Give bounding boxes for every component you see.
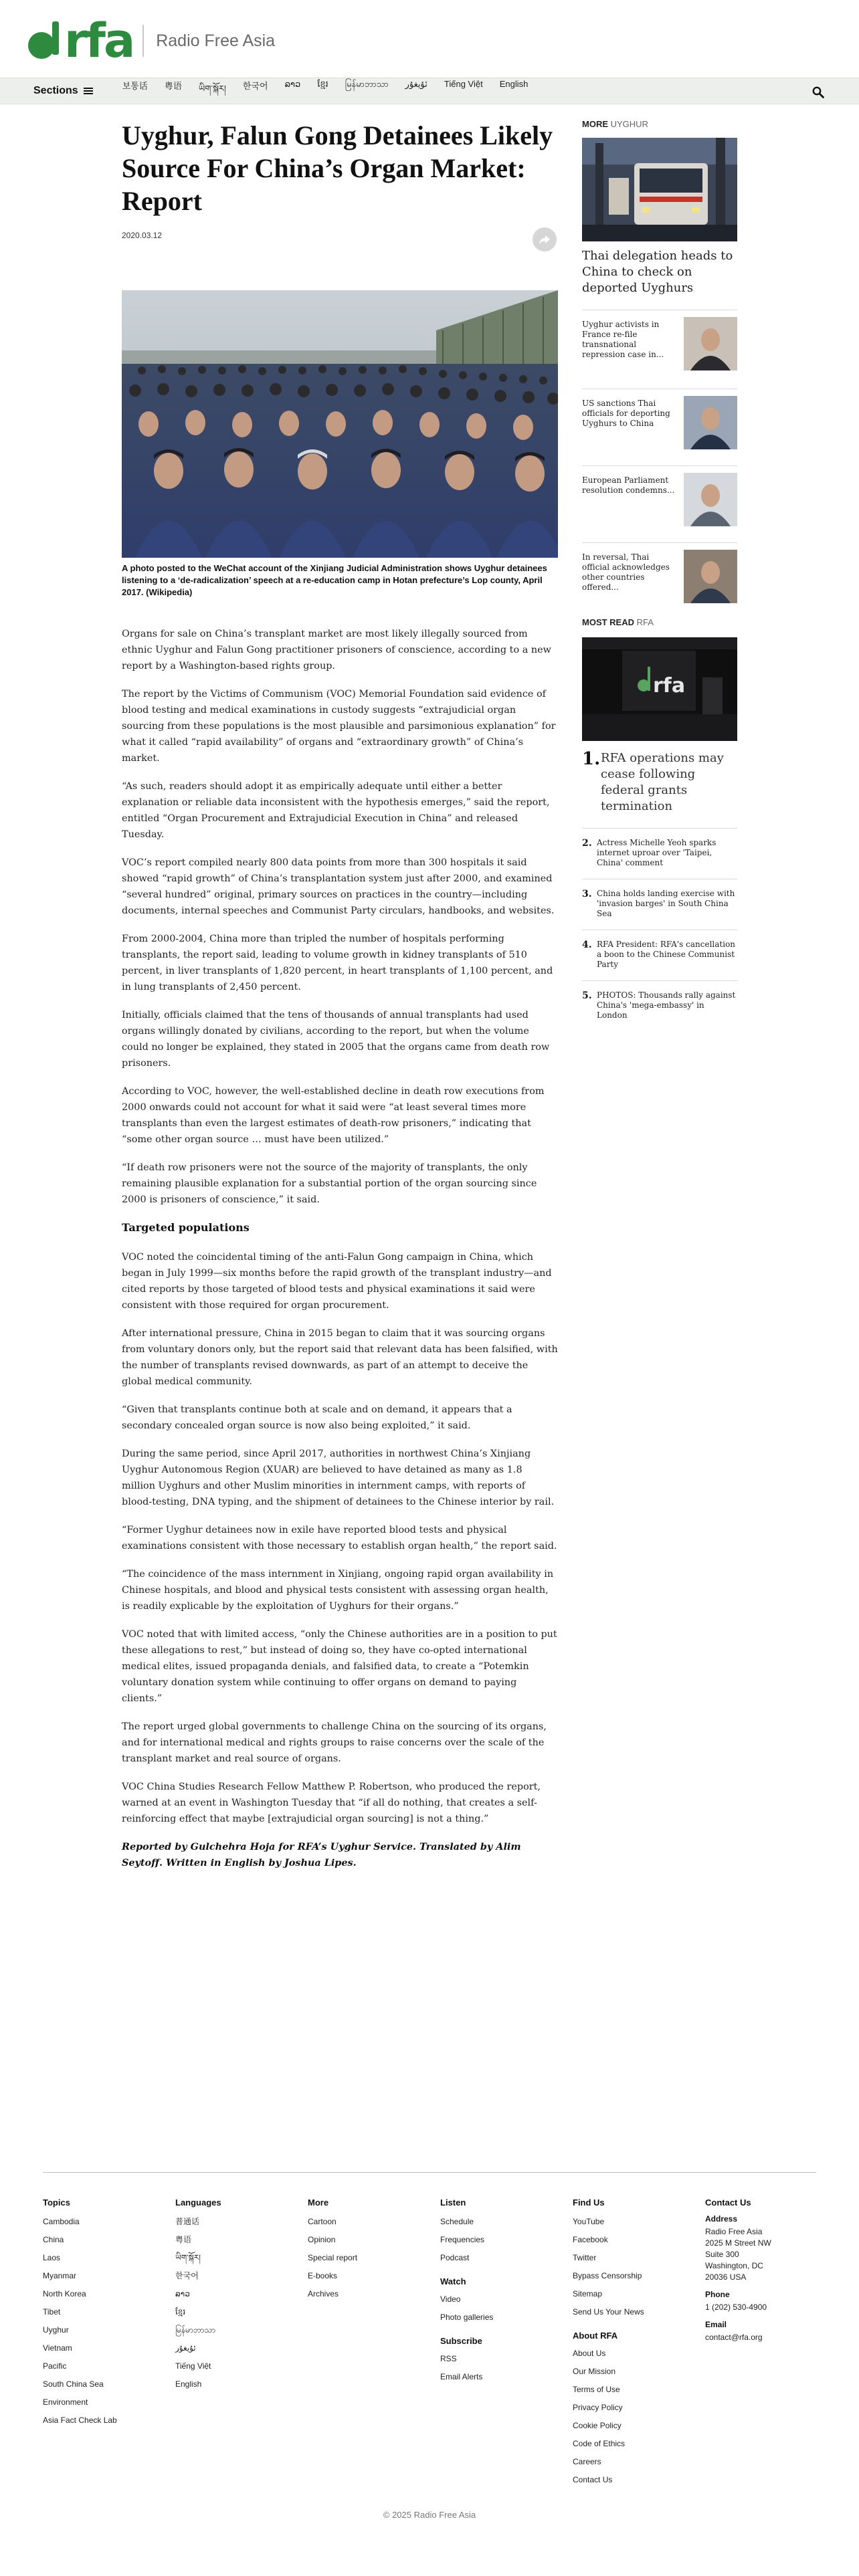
nav-language-link[interactable]: 한국어 [242, 80, 268, 91]
article-credit: Reported by Gulchehra Hoja for RFA’s Uyghur Service. Translated by Alim Seytoff. Written in English by Joshua Lipes. [122, 1841, 521, 1868]
article-paragraph: “Given that transplants continue both at scale and on demand, it appears that a secondary concealed organ source is now also being exploited,” it said. [122, 1404, 512, 1431]
article-paragraph: VOC’s report compiled nearly 800 data points from more than 300 hospitals it said showed “rapid growth” of China’s transplantation system just after 2000, and examined “several hundred” original, primary sources on practices in the country—including documents, internal speeches and Communist Party circulars, handbooks, and websites. [122, 857, 555, 916]
most-read-title: RFA President: RFA's cancellation a boon to the Chinese Communist Party [597, 940, 736, 969]
footer-link[interactable]: Careers [573, 2457, 601, 2466]
footer-link[interactable]: Environment [43, 2397, 88, 2407]
article-paragraph: VOC noted the coincidental timing of the anti-Falun Gong campaign in China, which began in July 1999—six months before the rapid growth of the transplant industry—and cited reports by those targeted of blood tests and physical examinations it said were consistent with those required for organ procurement. [122, 1252, 552, 1311]
footer-link[interactable]: Asia Fact Check Lab [43, 2416, 117, 2425]
most-read-item[interactable] [582, 930, 737, 979]
address-line: Radio Free Asia [705, 2227, 763, 2236]
address-line: 2025 M Street NW [705, 2238, 771, 2248]
footer-link[interactable]: RSS [440, 2354, 457, 2363]
address-lines [705, 2226, 819, 2283]
footer-link[interactable]: Photo galleries [440, 2313, 494, 2322]
article-paragraph: Initially, officials claimed that the tens of thousands of annual transplants had used organs willingly donated by civilians, according to the report, but when the volume could no longer be explained, they stated in 2005 that the organs came from death row prisoners. [122, 1010, 550, 1069]
search-icon[interactable] [812, 86, 824, 98]
more-uyghur-item-thumbnail [684, 396, 737, 449]
footer-link[interactable]: Facebook [573, 2235, 608, 2244]
footer-link[interactable]: YouTube [573, 2217, 605, 2226]
article-paragraph: According to VOC, however, the well-established decline in death row executions from 2000 onwards could not account for what it said were “at least several times more transplants than even the largest estimates of death-row prisoners,” indicating that “some other organ source … must have been utilized.” [122, 1086, 545, 1145]
share-button[interactable] [533, 227, 557, 251]
footer-link[interactable]: Pacific [43, 2361, 67, 2371]
address-line: Washington, DC [705, 2261, 763, 2270]
footer-topics-links [43, 2213, 157, 2430]
phone-label: Phone [705, 2290, 730, 2299]
more-uyghur-item[interactable] [582, 465, 737, 538]
footer-link[interactable]: Tiếng Việt [175, 2361, 211, 2371]
footer-link[interactable]: Special report [308, 2253, 358, 2262]
article-paragraph: VOC China Studies Research Fellow Matthew P. Robertson, who produced the report, warned at an event in Washington Tuesday that “if all do nothing, that creates a self-reinforcing effect that maybe [extrajudicial organ sourcing] is not a thing.” [122, 1782, 541, 1824]
article-paragraph: VOC noted that with limited access, “only the Chinese authorities are in a position to put these allegations to rest,” but instead of doing so, they have co-opted international medical elites, issued propaganda denials, and falsified data, to create a “Potemkin voluntary donation system while continuing to offer organs on demand to paying clients.” [122, 1629, 557, 1704]
nav-language-link[interactable]: ខ្មែរ [317, 78, 328, 89]
footer-link[interactable]: Archives [308, 2289, 339, 2298]
footer-link[interactable]: Cookie Policy [573, 2421, 622, 2430]
footer-link[interactable]: Uyghur [43, 2325, 69, 2335]
footer-languages-links [175, 2213, 289, 2393]
more-hero-title[interactable]: Thai delegation heads to China to check on deported Uyghurs [582, 249, 733, 295]
address-line: 20036 USA [705, 2272, 747, 2282]
article-paragraph: “If death row prisoners were not the source of the majority of transplants, the only remaining plausible explanation for a substantial portion of the organ sourcing since 2000 is prisoners of conscience,” it said. [122, 1162, 537, 1205]
more-uyghur-item[interactable] [582, 310, 737, 382]
article-paragraph: Organs for sale on China’s transplant market are most likely illegally sourced from ethnic Uyghur and Falun Gong practitioner prisoners of conscience, according to a new report by a Washington-based rights group. [122, 629, 551, 671]
most-read-title: China holds landing exercise with 'invasion barges' in South China Sea [597, 889, 735, 918]
nav-language-link[interactable]: ລາວ [284, 78, 301, 89]
footer-link[interactable]: Contact Us [573, 2475, 613, 2484]
more-uyghur-item-title: US sanctions Thai officials for deporting Uyghurs to China [582, 399, 670, 428]
footer-find-us-links [573, 2213, 686, 2321]
more-uyghur-item-title: Uyghur activists in France re-file transnational repression case in... [582, 320, 664, 359]
svg-text:rfa: rfa [653, 674, 686, 697]
more-hero-image[interactable] [582, 138, 737, 241]
footer-about-links [573, 2345, 686, 2489]
more-uyghur-heading [582, 119, 648, 129]
footer-subscribe-links [440, 2350, 554, 2386]
hamburger-icon [84, 86, 93, 96]
footer-link[interactable]: 普通话 [175, 2217, 200, 2226]
copyright: © 2025 Radio Free Asia [383, 2510, 476, 2520]
more-uyghur-item-thumbnail [684, 473, 737, 526]
sections-label: Sections [33, 85, 78, 96]
nav-language-link[interactable]: 보통话 [122, 80, 148, 91]
footer-link[interactable]: ខ្មែរ [175, 2307, 186, 2317]
email-address[interactable]: contact@rfa.org [705, 2333, 763, 2342]
footer-link[interactable]: ئۇيغۇر [175, 2343, 196, 2353]
footer-contact [705, 2197, 819, 2343]
article [122, 119, 558, 1868]
rfa-studio-photo [582, 637, 737, 741]
sections-menu-button[interactable] [33, 85, 93, 97]
article-paragraph: “Former Uyghur detainees now in exile have reported blood tests and physical examinations consistent with those necessary to establish organ health,” the report said. [122, 1525, 557, 1551]
article-paragraph: After international pressure, China in 2015 began to claim that it was sourcing organs from voluntary donors only, but the report said that relevant data has been falsified, with the number of transplants revised downwards, as part of an attempt to deceive the global medical community. [122, 1328, 558, 1387]
most-read-label: MOST READ [582, 617, 634, 627]
more-topic[interactable]: UYGHUR [610, 119, 648, 129]
nav-language-link[interactable]: 粤语 [164, 80, 182, 91]
more-uyghur-item-thumbnail [684, 550, 737, 603]
article-paragraph: “The coincidence of the mass internment in Xinjiang, ongoing rapid organ availability in Chinese hospitals, and blood and physical tests consistent with assessing organ health, is readily explicable by the exploitation of Uyghurs for their organs.” [122, 1569, 554, 1612]
nav-language-link[interactable]: မြန်မာဘာသာ [345, 78, 389, 89]
article-body [122, 626, 558, 1883]
footer-link[interactable]: Privacy Policy [573, 2403, 623, 2412]
nav-language-link[interactable]: Tiếng Việt [444, 78, 483, 89]
footer-languages [175, 2197, 289, 2393]
article-photo [122, 290, 558, 558]
footer-heading: Subscribe [440, 2336, 482, 2346]
footer-heading: Languages [175, 2197, 221, 2208]
footer-link[interactable]: Email Alerts [440, 2372, 483, 2381]
logo-divider [142, 25, 144, 57]
footer-link[interactable]: ཡིག་སྐོར། [175, 2253, 201, 2262]
footer-link[interactable]: Code of Ethics [573, 2439, 626, 2448]
article-paragraphs-2 [122, 1249, 558, 1827]
footer-listen-links [440, 2213, 554, 2267]
nav-language-link[interactable]: ཡིག་སྐོར། [198, 83, 226, 94]
footer-link[interactable]: Laos [43, 2253, 61, 2262]
more-uyghur-item-title: European Parliament resolution condemns... [582, 475, 675, 495]
more-uyghur-item-thumbnail [684, 317, 737, 370]
footer-heading: Topics [43, 2197, 70, 2208]
footer-link[interactable]: South China Sea [43, 2379, 104, 2389]
footer-link[interactable]: ລາວ [175, 2289, 190, 2298]
footer-link[interactable]: Podcast [440, 2253, 470, 2262]
footer-watch-links [440, 2290, 554, 2327]
footer-link[interactable]: About Us [573, 2349, 606, 2358]
most-read-title: PHOTOS: Thousands rally against China's 'mega-embassy' in London [597, 990, 736, 1020]
footer-link[interactable]: မြန်မာဘာသာ [175, 2325, 215, 2335]
main-nav [0, 78, 859, 104]
most-read-num: 5. [582, 990, 592, 1001]
most-read-heading [582, 617, 654, 627]
footer-link[interactable]: Opinion [308, 2235, 336, 2244]
footer-link[interactable]: 한국어 [175, 2271, 199, 2280]
footer-more-links [308, 2213, 421, 2303]
footer-link[interactable]: E-books [308, 2271, 338, 2280]
footer-link[interactable]: Frequencies [440, 2235, 485, 2244]
footer-heading: Contact Us [705, 2197, 751, 2208]
footer-link[interactable]: Sitemap [573, 2289, 603, 2298]
bus-photo [582, 138, 737, 241]
most-read-title: RFA operations may cease following federal grants termination [601, 751, 724, 813]
footer-link[interactable]: Cambodia [43, 2217, 80, 2226]
site-name: Radio Free Asia [156, 31, 276, 50]
most-read-num: 4. [582, 940, 592, 950]
nav-language-link[interactable]: English [499, 78, 529, 89]
photo-caption: A photo posted to the WeChat account of the Xinjiang Judicial Administration shows Uyghur detainees listening to a ‘de-radicalization’ speech at a re-education camp in Hotan prefecture’s Lop county, April 2017. (Wikipedia) [122, 563, 547, 597]
more-label: MORE [582, 119, 608, 129]
footer-divider [43, 2172, 816, 2173]
article-paragraph: “As such, readers should adopt it as empirically adequate until either a better explanation or reliable data inconsistent with the hypothesis emerges,” said the report, entitled “Organ Procurement and Extrajudicial Execution in China” and released Tuesday. [122, 781, 550, 840]
most-read-hero-image[interactable] [582, 637, 737, 741]
most-read-title: Actress Michelle Yeoh sparks internet uproar over 'Taipei, China' comment [597, 838, 717, 867]
rfa-logo[interactable] [28, 13, 276, 68]
footer-link[interactable]: English [175, 2379, 202, 2389]
most-read-item[interactable] [582, 980, 737, 1030]
most-read-num: 1. [582, 749, 601, 769]
footer-heading: Find Us [573, 2197, 605, 2208]
footer-link[interactable]: Bypass Censorship [573, 2271, 642, 2280]
language-links [122, 79, 545, 104]
article-paragraph: During the same period, since April 2017, authorities in northwest China’s Xinjiang Uyghur Autonomous Region (XUAR) are believed to have detained as many as 1.8 million Uyghurs and other Muslim minorities in internment camps, with reports of blood-testing, DNA typing, and the shipment of detainees to the Chinese interior by rail. [122, 1448, 555, 1507]
address-line: Suite 300 [705, 2250, 739, 2259]
footer-link[interactable]: 粤语 [175, 2235, 192, 2244]
nav-language-link[interactable]: ئۇيغۇر [405, 78, 427, 89]
footer-more [308, 2197, 421, 2303]
footer-topics [43, 2197, 157, 2430]
footer-link[interactable]: Schedule [440, 2217, 474, 2226]
logo-mark [28, 32, 55, 59]
email-label: Email [705, 2320, 727, 2329]
share-icon [539, 233, 551, 245]
site-header [0, 0, 859, 78]
footer-link[interactable]: North Korea [43, 2289, 86, 2298]
article-paragraph: The report urged global governments to challenge China on the sourcing of its organs, and for international medical and rights groups to raise concerns over the scale of the transplant market and real source of organs. [122, 1721, 547, 1764]
more-uyghur-item-title: In reversal, Thai official acknowledges other countries offered... [582, 552, 670, 592]
phone-number[interactable]: 1 (202) 530-4900 [705, 2302, 767, 2312]
footer-link[interactable]: Video [440, 2294, 461, 2304]
most-read-num: 3. [582, 889, 592, 899]
footer-link[interactable]: Vietnam [43, 2343, 72, 2353]
logo-text: rfa [64, 13, 134, 68]
footer-link[interactable]: Twitter [573, 2253, 597, 2262]
most-read-item[interactable] [582, 879, 737, 928]
address-label: Address [705, 2214, 738, 2224]
article-subhead: Targeted populations [122, 1221, 250, 1234]
footer-heading: More [308, 2197, 329, 2208]
detainees-photo [122, 290, 558, 558]
footer-heading: About RFA [573, 2331, 618, 2341]
footer-link[interactable]: Cartoon [308, 2217, 337, 2226]
footer-listen [440, 2197, 554, 2386]
article-date: 2020.03.12 [122, 231, 163, 240]
article-paragraph: From 2000-2004, China more than tripled the number of hospitals performing transplants, the report said, leading to volume growth in kidney transplants of 510 percent, in liver transplants of 1,820 percent, in heart transplants of 1,100 percent, and in lung transplants of 2,450 percent. [122, 934, 553, 992]
more-uyghur-item[interactable] [582, 542, 737, 615]
footer-link[interactable]: Send Us Your News [573, 2307, 644, 2317]
article-paragraphs [122, 626, 558, 1208]
footer-heading: Watch [440, 2276, 466, 2286]
more-uyghur-item[interactable] [582, 389, 737, 461]
footer-link[interactable]: China [43, 2235, 64, 2244]
article-paragraph: The report by the Victims of Communism (VOC) Memorial Foundation said evidence of blood testing and medical examinations in custody suggests “extrajudicial organ sourcing from these populations is the most plausible and parsimonious explanation” for what it called “rapid availability” of organs and “extraordinary growth” of China’s market. [122, 689, 556, 764]
footer-link[interactable]: Our Mission [573, 2367, 616, 2376]
footer-find-us [573, 2197, 686, 2489]
footer-link[interactable]: Myanmar [43, 2271, 77, 2280]
article-headline: Uyghur, Falun Gong Detainees Likely Source For China’s Organ Market: Report [122, 120, 553, 216]
footer-heading: Listen [440, 2197, 466, 2208]
most-read-item[interactable] [582, 828, 737, 877]
most-read-topic: RFA [636, 617, 654, 627]
footer-link[interactable]: Terms of Use [573, 2385, 620, 2394]
most-read-num: 2. [582, 838, 592, 849]
footer-link[interactable]: Tibet [43, 2307, 61, 2317]
